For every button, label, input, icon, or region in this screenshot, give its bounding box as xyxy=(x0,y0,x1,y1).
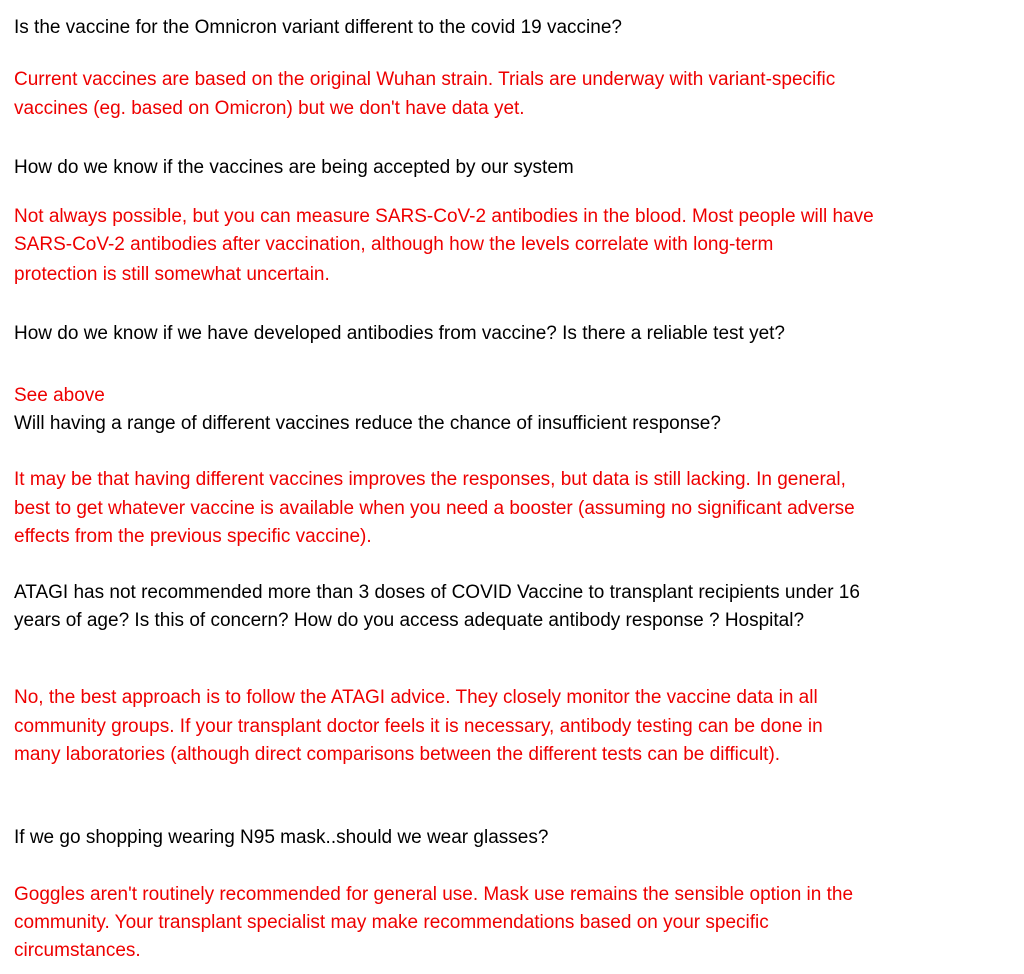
question-6-line-1: If we go shopping wearing N95 mask..should we wear glasses? xyxy=(14,827,549,848)
question-2-line-1: How do we know if the vaccines are being accepted by our system xyxy=(14,157,574,178)
answer-2-line-3: protection is still somewhat uncertain. xyxy=(14,264,330,285)
answer-4-line-2: best to get whatever vaccine is available when you need a booster (assuming no significant adverse xyxy=(14,498,855,519)
answer-3-line-1: See above xyxy=(14,385,105,406)
answer-4-line-3: effects from the previous specific vaccine). xyxy=(14,526,372,547)
answer-5-line-1: No, the best approach is to follow the ATAGI advice. They closely monitor the vaccine data in all xyxy=(14,687,818,708)
question-3-line-1: How do we know if we have developed antibodies from vaccine? Is there a reliable test yet? xyxy=(14,323,785,344)
answer-5-line-2: community groups. If your transplant doctor feels it is necessary, antibody testing can be done in xyxy=(14,716,823,737)
question-1-line-1: Is the vaccine for the Omnicron variant different to the covid 19 vaccine? xyxy=(14,17,622,38)
answer-6-line-2: community. Your transplant specialist may make recommendations based on your specific xyxy=(14,912,769,933)
question-4-line-1: Will having a range of different vaccines reduce the chance of insufficient response? xyxy=(14,413,721,434)
answer-6-line-1: Goggles aren't routinely recommended for general use. Mask use remains the sensible option in the xyxy=(14,884,854,905)
answer-2-line-2: SARS-CoV-2 antibodies after vaccination, although how the levels correlate with long-term xyxy=(14,234,774,255)
answer-2-line-1: Not always possible, but you can measure SARS-CoV-2 antibodies in the blood. Most people will have xyxy=(14,206,874,227)
answer-4-line-1: It may be that having different vaccines improves the responses, but data is still lacking. In general, xyxy=(14,469,846,490)
answer-1-line-2: vaccines (eg. based on Omicron) but we don't have data yet. xyxy=(14,98,525,119)
answer-1-line-1: Current vaccines are based on the original Wuhan strain. Trials are underway with variant-specific xyxy=(14,69,836,90)
question-5-line-2: years of age? Is this of concern? How do you access adequate antibody response ? Hospital? xyxy=(14,610,805,631)
question-5-line-1: ATAGI has not recommended more than 3 doses of COVID Vaccine to transplant recipients under 16 xyxy=(14,582,860,603)
answer-6-line-3: circumstances. xyxy=(14,940,141,961)
answer-5-line-3: many laboratories (although direct comparisons between the different tests can be difficult). xyxy=(14,744,781,765)
